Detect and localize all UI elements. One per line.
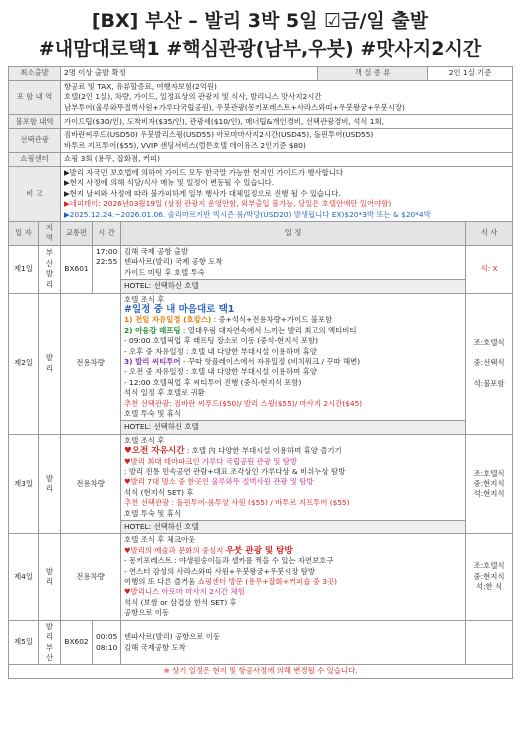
optional-tours-label: 선택관광 — [9, 129, 61, 153]
day3-transport: 전용차량 — [61, 434, 121, 534]
schedule-line: - 연스터 감성의 사라스와띠 사원+우붓왕궁+우붓시장 탐방 — [124, 566, 316, 576]
min-departure-label: 최소출발 — [9, 67, 61, 81]
option-2: 2) 아융강 래프팅 — [124, 325, 181, 335]
schedule-line: ♥발리의 예술과 문화의 중심지 — [124, 545, 226, 555]
schedule-heading: #일정 중 내 마음대로 택1 — [124, 303, 235, 315]
schedule-line: 호텔 투숙 및 휴식 — [124, 408, 182, 418]
day2-meal: 조:호텔식 중:선택식 석:불포함 — [466, 293, 513, 434]
day5-place: 발 리 부 산 — [39, 620, 61, 665]
day1-time: 17:00 22:55 — [93, 245, 121, 293]
col-time-header: 시 간 — [93, 222, 121, 246]
schedule-line: 덴파사르(발리) 국제 공항 도착 — [124, 257, 223, 267]
option-1-desc: : 중+석식+전용차량+가이드 불포함 — [211, 315, 333, 325]
day4-transport: 전용차량 — [61, 534, 121, 620]
recommended-options: 추천 선택관광: 짐바란 씨푸드($50)/ 발리 스윙($55)/ 마사지 2시간($45) — [124, 398, 363, 408]
schedule-line: 호텔 투숙 및 휴식 — [124, 508, 182, 518]
day2-place: 발 리 — [39, 293, 61, 434]
day3-hotel: HOTEL: 선택하신 호텔 — [121, 521, 466, 534]
day5-transport: BX602 — [61, 620, 93, 665]
option-2-desc: : 열대우림 대자연속에서 느끼는 발리 최고의 액티비티 — [180, 325, 357, 335]
massage: 아로마 마사지 2시간 체험 — [161, 587, 245, 597]
schedule-line: - 09:00 호텔픽업 후 래프팅 장소로 이동 (중식-현지식 포함) — [124, 336, 318, 346]
schedule-line: 공항으로 이동 — [124, 608, 170, 618]
excluded-value: 가이드팁($30/인), 도착비자($35/인), 관광세($10/인), 매너팁&개인경비, 선택관광경비, 석식 1회, — [61, 115, 513, 129]
recommended-options: 추천 선택관광 : 돌핀투어-롬투앙 사원 ($55) / 바투르 지프투어 ($55) — [124, 498, 350, 508]
schedule-line: - 오전 중 자유일정 : 호텔 내 다양한 부대시설 이용하며 휴양 — [124, 367, 317, 377]
included-label: 포 함 내 역 — [9, 81, 61, 115]
day5-label: 제5일 — [9, 620, 39, 665]
schedule-line: 호텔 조식 후 — [124, 435, 165, 445]
day1-meal: 석: X — [466, 245, 513, 293]
excluded-label: 불포함 내역 — [9, 115, 61, 129]
option-3: 3) 발리 씨티투어 — [124, 356, 181, 366]
schedule-line: 호텔 조식 후 체크아웃 — [124, 535, 196, 545]
remark-line: ▶2025.12.24.~2026.01.06. 술리마르키반 빅시즌 룸/박당(USD20) 발생됩니다 EX)$20*3박 또는 & $20*4박 — [64, 209, 431, 219]
day2-hotel: HOTEL: 선택하신 호텔 — [121, 421, 466, 434]
page-subtitle: #내맘대로택1 #핵심관광(남부,우붓) #맛사지2시간 — [38, 38, 482, 60]
col-schedule-header: 일 정 — [121, 222, 466, 246]
schedule-line: 여행의 또 다른 즐거움 — [124, 577, 198, 587]
schedule-line: 김해 국제 공항 출발 — [124, 246, 189, 256]
option-3-desc: - 꾸따 핫플레이스에서 자유일정 (비치워크 / 꾸따 해변) — [180, 356, 361, 366]
day5-meal — [466, 620, 513, 665]
remark-line: ▶발리 자국민 보호법에 의하여 가이드 모두 한국말 가능한 현지인 가이드가 행사합니다 — [64, 168, 344, 178]
garuda-park: 가루다 국립공원 관광 및 탐방 — [201, 456, 298, 466]
remarks-value — [61, 167, 513, 222]
free-time-title: ♥오전 자유시간 — [124, 446, 185, 457]
col-day-header: 일 자 — [9, 222, 39, 246]
uluwatu-temple: 울루와뚜 절벽사원 관광 및 탐방 — [211, 477, 314, 487]
schedule-line: : 발리 전통 민속공연 관람+대표 조각상인 가루다상 & 비쉬누상 탐방 — [124, 467, 346, 476]
day1-place: 부 산 발 리 — [39, 245, 61, 293]
day1-schedule — [121, 245, 466, 279]
schedule-line: - 12:00 호텔픽업 후 씨티투어 진행 (중식-현지식 포함) — [124, 377, 302, 387]
day3-schedule — [121, 434, 466, 520]
schedule-line: ♥발리 최대 테마파크인 — [124, 456, 202, 466]
day1-transport: BX601 — [61, 245, 93, 293]
page-title: [BX] 부산 – 발리 3박 5일 ☑금/일 출발 — [91, 10, 429, 32]
schedule-line: 석식 일정 후 호텔로 귀환 — [124, 388, 205, 398]
free-time-desc: : 호텔 內 다양한 부대시설 이용하며 휴양 즐기기 — [184, 446, 342, 456]
optional-line: 바투르 지프투어($55), VVIP 샌딩서비스(럴튼호텔 데이유즈 2인기준 $80) — [64, 140, 306, 150]
included-line: 항공료 및 TAX, 유류할증료, 여행자보험(2억원) — [64, 82, 217, 91]
room-type-value: 2인 1실 기준 — [428, 67, 513, 81]
day4-schedule — [121, 534, 466, 620]
schedule-line: 김해 국제공항 도착 — [124, 642, 186, 652]
day4-meal: 조:호텔식 중:현지식 석:한 식 — [466, 534, 513, 620]
remark-line: ▶현지 날씨와 사정에 따라 불가피하게 일부 행사가 대체일정으로 진행 될 수 있습니다. — [64, 188, 341, 198]
room-type-label: 객 실 종 류 — [318, 67, 428, 81]
day2-transport: 전용차량 — [61, 293, 121, 434]
schedule-line: ♥발리 7대 명소 중 한곳인 — [124, 477, 212, 487]
remarks-label: 비 고 — [9, 167, 61, 222]
footer-note: ※ 상기 일정은 현지 및 항공사정에 의해 변경될 수 있습니다. — [9, 665, 513, 678]
col-transport-header: 교통편 — [61, 222, 93, 246]
ubud-tour: 우붓 관광 및 탐방 — [225, 545, 293, 556]
day3-label: 제3일 — [9, 434, 39, 534]
shopping-value: 쇼핑 3회 (용무, 잡화점, 커피) — [61, 153, 513, 167]
day5-time: 00:05 08:10 — [93, 620, 121, 665]
included-line: 남부투어(울루와뚜절벽사원+가루다국립공원), 우붓관광(몽키포레스트+사라스와띠+우붓왕궁+우붓시장) — [64, 102, 405, 112]
day3-meal: 조:호텔식 중:현지식 석:현지식 — [466, 434, 513, 534]
schedule-line: - 오후 중 자유일정 : 호텔 내 다양한 부대시설 이용하며 휴양 — [124, 346, 317, 356]
included-value — [61, 81, 513, 115]
schedule-line: - 몽키포레스트 : 야생원숭이들과 셀카를 찍을 수 있는 자연보호구 — [124, 556, 334, 566]
option-1: 1) 전일 자유일정 (호캉스) — [124, 315, 212, 325]
schedule-line: 호텔 조식 후 — [124, 294, 165, 304]
day1-hotel: HOTEL: 선택하신 호텔 — [121, 280, 466, 293]
day2-label: 제2일 — [9, 293, 39, 434]
shopping-label: 쇼핑센터 — [9, 153, 61, 167]
day1-label: 제1일 — [9, 245, 39, 293]
col-place-header: 지 역 — [39, 222, 61, 246]
optional-tours-value — [61, 129, 513, 153]
itinerary-table — [8, 66, 513, 679]
day2-schedule — [121, 293, 466, 421]
day4-label: 제4일 — [9, 534, 39, 620]
optional-line: 짐바란씨푸드(USD50) 우붓발리스윙(USD55) 아로마마사지2시간(USD45), 돌핀투어(USD55) — [64, 130, 374, 140]
day4-place: 발 리 — [39, 534, 61, 620]
col-meal-header: 식 사 — [466, 222, 513, 246]
included-line: 호텔(2인 1실), 차량, 가이드, 일정표상의 관광지 및 식사, 발리니스 맛사지2시간 — [64, 92, 322, 102]
schedule-line: 석식 (현지식 SET) 후 — [124, 487, 194, 497]
day5-schedule — [121, 620, 466, 665]
shopping-visit: 쇼핑센터 방문 (용무+잡화+커피숍 중 3곳) — [197, 577, 337, 587]
schedule-line: ♥발리니스 — [124, 587, 162, 597]
remark-line: ▶현지 사정에 의해 식당/식사 메뉴 및 일정이 변동될 수 있습니다. — [64, 178, 275, 188]
day3-place: 발 리 — [39, 434, 61, 534]
schedule-line: 석식 (보쌈 or 삼겹살 한식 SET) 후 — [124, 597, 237, 607]
schedule-line: 가이드 미팅 후 호텔 투숙 — [124, 267, 205, 277]
schedule-line: 덴파사르(발리) 공항으로 이동 — [124, 632, 221, 642]
remark-line: ▶네피데이: 2026년03월19일 (상점 관광지 운영안함, 외부출입 불가능, 당일은 호텔안에만 있어야함) — [64, 199, 392, 209]
min-departure-value: 2명 이상 출발 확정 — [61, 67, 318, 81]
